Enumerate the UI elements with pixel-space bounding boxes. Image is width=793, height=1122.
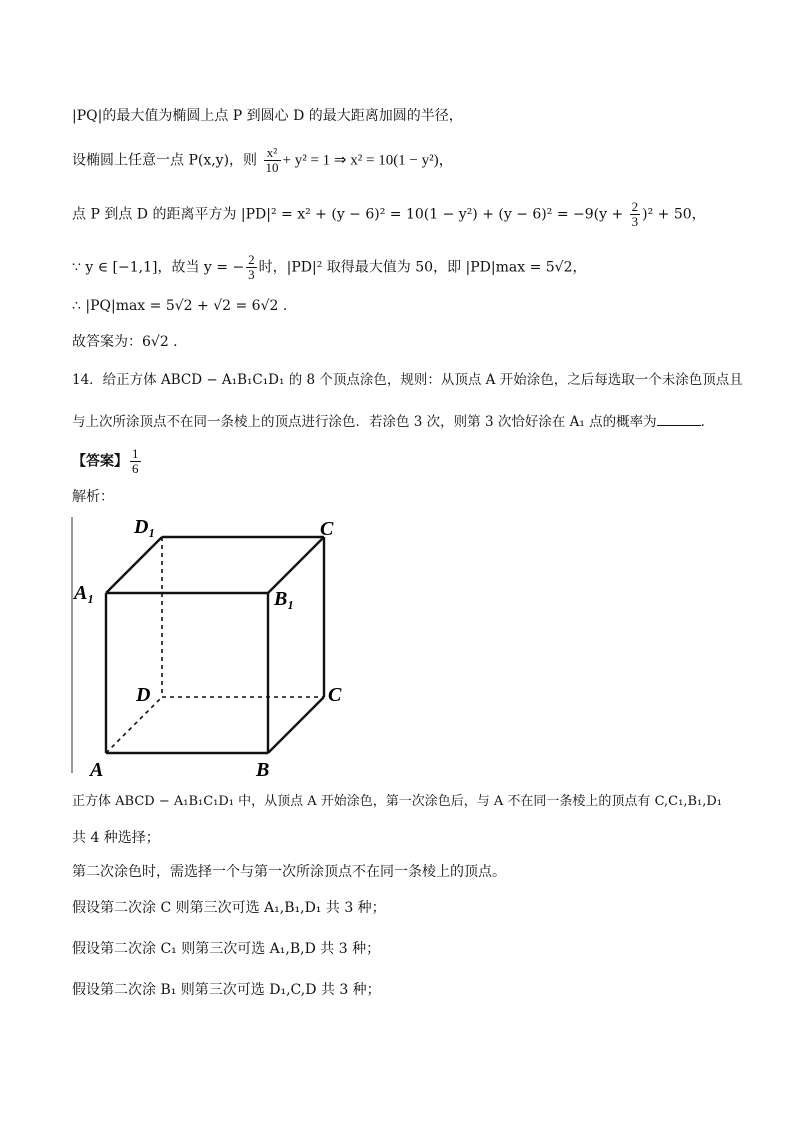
label-C1: C xyxy=(320,518,334,540)
solution-line-5 xyxy=(72,296,733,316)
solution-text-2a: 设椭圆上任意一点 P(x,y)，则 xyxy=(72,152,262,169)
label-D1: D₁ xyxy=(134,516,156,538)
question-14-text-1: 14．给正方体 ABCD − A₁B₁C₁D₁ 的 8 个顶点涂色，规则：从顶点 A 开始涂色，之后每选取一个未涂色顶点且 xyxy=(72,372,743,388)
fraction-numerator: 2 xyxy=(631,199,639,214)
cube-figure xyxy=(70,515,350,777)
fraction-denominator: 10 xyxy=(265,160,279,175)
fraction-2-over-3b xyxy=(246,253,257,282)
question-14-line-1 xyxy=(72,370,743,390)
label-A: A xyxy=(90,759,104,777)
analysis-label-row xyxy=(72,487,733,507)
fraction-numerator: x² xyxy=(264,146,281,161)
answer-blank xyxy=(657,411,701,426)
analysis-line-4 xyxy=(72,898,733,918)
edge-A1-D1 xyxy=(106,537,162,593)
question-14-text-2: 与上次所涂顶点不在同一条棱上的顶点进行涂色．若涂色 3 次，则第 3 次恰好涂在 A₁ 点的概率为 xyxy=(72,414,657,430)
solution-line-1 xyxy=(72,106,733,126)
edge-B1-C1 xyxy=(268,537,324,593)
solution-text-3b: )² + 50， xyxy=(642,206,706,223)
analysis-line-2 xyxy=(72,828,733,848)
solution-text-4a: ∵ y ∈ [−1,1]，故当 y = − xyxy=(72,259,245,276)
analysis-line-6 xyxy=(72,980,733,1000)
answer-row xyxy=(72,447,733,476)
analysis-text-6: 假设第二次涂 B₁ 则第三次可选 D₁,C,D 共 3 种； xyxy=(72,982,381,998)
label-A1: A₁ xyxy=(74,582,95,604)
solution-line-3 xyxy=(72,200,733,229)
label-B: B xyxy=(256,759,270,777)
solution-text-2b: + y² = 1 ⇒ x² = 10(1 − y²)， xyxy=(282,152,454,169)
fraction-2-over-3 xyxy=(630,200,641,229)
analysis-text-3: 第二次涂色时，需选择一个与第一次所涂顶点不在同一条棱上的顶点。 xyxy=(72,864,506,880)
question-14-period: ． xyxy=(700,414,715,430)
analysis-label: 解析： xyxy=(72,489,114,505)
label-C: C xyxy=(328,684,342,706)
edge-B-C xyxy=(268,697,324,753)
solution-text-3a: 点 P 到点 D 的距离平方为 |PD|² = x² + (y − 6)² = 10(1 − y²) + (y − 6)² = −9(y + xyxy=(72,206,628,223)
edge-A-D-hidden xyxy=(106,697,162,753)
fraction-numerator: 1 xyxy=(132,446,139,461)
fraction-denominator: 3 xyxy=(631,214,639,229)
analysis-line-3 xyxy=(72,862,733,882)
solution-text-4b: 时，|PD|² 取得最大值为 50，即 |PD|max = 5√2， xyxy=(258,259,587,276)
fraction-denominator: 3 xyxy=(248,267,255,282)
fraction-denominator: 6 xyxy=(132,461,139,476)
analysis-text-2: 共 4 种选择； xyxy=(72,830,160,846)
label-B1: B₁ xyxy=(274,588,295,610)
solution-line-6 xyxy=(72,332,733,352)
solution-text-5: ∴ |PQ|max = 5√2 + √2 = 6√2 . xyxy=(72,298,288,314)
final-answer-previous: 故答案为：6√2 . xyxy=(72,334,178,350)
solution-line-2 xyxy=(72,146,733,175)
answer-tag: 【答案】 xyxy=(72,453,128,470)
analysis-text-1: 正方体 ABCD − A₁B₁C₁D₁ 中，从顶点 A 开始涂色，第一次涂色后，与 A 不在同一条棱上的顶点有 C,C₁,B₁,D₁ xyxy=(72,794,723,809)
question-14-line-2 xyxy=(72,411,733,432)
analysis-text-4: 假设第二次涂 C 则第三次可选 A₁,B₁,D₁ 共 3 种； xyxy=(72,900,386,916)
label-D: D xyxy=(136,684,151,706)
analysis-line-1 xyxy=(72,792,733,812)
answer-fraction xyxy=(130,447,141,476)
analysis-line-5 xyxy=(72,939,733,959)
solution-text-1: |PQ|的最大值为椭圆上点 P 到圆心 D 的最大距离加圆的半径， xyxy=(72,108,463,124)
analysis-text-5: 假设第二次涂 C₁ 则第三次可选 A₁,B,D 共 3 种； xyxy=(72,941,381,957)
fraction-x2-over-10 xyxy=(264,146,281,175)
fraction-numerator: 2 xyxy=(248,252,255,267)
solution-line-4 xyxy=(72,253,733,282)
